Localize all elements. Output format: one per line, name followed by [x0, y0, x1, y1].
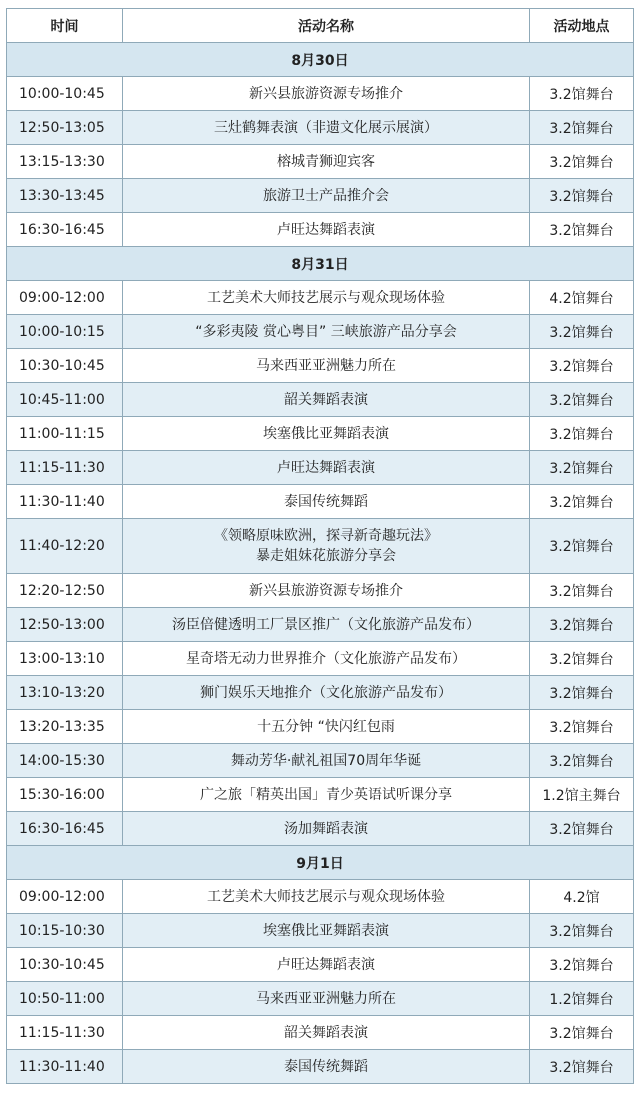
event-place: 3.2馆舞台 — [530, 349, 634, 383]
event-time: 10:50-11:00 — [7, 982, 123, 1016]
event-name — [123, 77, 530, 111]
event-name — [123, 213, 530, 247]
event-name — [123, 417, 530, 451]
event-name-line: 广之旅「精英出国」青少英语试听课分享 — [200, 786, 452, 803]
schedule-table — [6, 8, 634, 1084]
table-row — [7, 948, 634, 982]
event-place: 3.2馆舞台 — [530, 574, 634, 608]
event-time: 14:00-15:30 — [7, 744, 123, 778]
event-name-line: 新兴县旅游资源专场推介 — [249, 85, 403, 102]
header-time: 时间 — [7, 9, 123, 43]
table-row — [7, 383, 634, 417]
event-time: 13:20-13:35 — [7, 710, 123, 744]
event-name-line: 泰国传统舞蹈 — [284, 1058, 368, 1075]
event-name — [123, 948, 530, 982]
event-name-line: 埃塞俄比亚舞蹈表演 — [263, 425, 389, 442]
event-name — [123, 778, 530, 812]
event-name-line: 旅游卫士产品推介会 — [263, 187, 389, 204]
event-name-line: 新兴县旅游资源专场推介 — [249, 582, 403, 599]
event-time: 11:30-11:40 — [7, 485, 123, 519]
event-time: 11:30-11:40 — [7, 1050, 123, 1084]
table-row — [7, 179, 634, 213]
table-row — [7, 519, 634, 574]
event-name-line: 埃塞俄比亚舞蹈表演 — [263, 922, 389, 939]
event-place: 3.2馆舞台 — [530, 315, 634, 349]
event-name-line: 《领略原味欧洲，探寻新奇趣玩法》 — [214, 528, 438, 544]
event-name — [123, 1016, 530, 1050]
event-time: 09:00-12:00 — [7, 281, 123, 315]
event-time: 10:30-10:45 — [7, 948, 123, 982]
event-time: 11:00-11:15 — [7, 417, 123, 451]
event-name — [123, 519, 530, 574]
event-place: 1.2馆主舞台 — [530, 778, 634, 812]
event-name — [123, 485, 530, 519]
event-name — [123, 281, 530, 315]
event-name — [123, 179, 530, 213]
event-name — [123, 880, 530, 914]
header-row — [7, 9, 634, 43]
event-place: 3.2馆舞台 — [530, 179, 634, 213]
event-place: 3.2馆舞台 — [530, 608, 634, 642]
day-header-row — [7, 846, 634, 880]
event-place: 3.2馆舞台 — [530, 485, 634, 519]
table-row — [7, 880, 634, 914]
table-row — [7, 315, 634, 349]
event-place: 3.2馆舞台 — [530, 383, 634, 417]
table-row — [7, 417, 634, 451]
event-time: 16:30-16:45 — [7, 213, 123, 247]
event-name — [123, 608, 530, 642]
event-place: 3.2馆舞台 — [530, 1050, 634, 1084]
event-time: 13:15-13:30 — [7, 145, 123, 179]
table-row — [7, 914, 634, 948]
event-name-line: 卢旺达舞蹈表演 — [277, 956, 375, 973]
event-time: 13:30-13:45 — [7, 179, 123, 213]
event-time: 10:45-11:00 — [7, 383, 123, 417]
event-name — [123, 349, 530, 383]
event-time: 16:30-16:45 — [7, 812, 123, 846]
event-name — [123, 315, 530, 349]
event-time: 12:50-13:00 — [7, 608, 123, 642]
table-row — [7, 451, 634, 485]
event-name-line: 卢旺达舞蹈表演 — [277, 459, 375, 476]
event-name — [123, 574, 530, 608]
table-row — [7, 1050, 634, 1084]
event-name-line: 汤加舞蹈表演 — [284, 820, 368, 837]
day-header-row — [7, 247, 634, 281]
event-time: 12:20-12:50 — [7, 574, 123, 608]
event-name — [123, 642, 530, 676]
event-place: 1.2馆舞台 — [530, 982, 634, 1016]
event-name — [123, 744, 530, 778]
event-name-line: 舞动芳华·献礼祖国70周年华诞 — [230, 752, 422, 769]
event-place: 3.2馆舞台 — [530, 417, 634, 451]
event-name-line: 泰国传统舞蹈 — [284, 493, 368, 510]
event-name — [123, 111, 530, 145]
event-name-line: 暴走姐妹花旅游分享会 — [256, 548, 396, 564]
event-name-line: 马来西亚亚洲魅力所在 — [256, 990, 396, 1007]
table-row — [7, 281, 634, 315]
header-place: 活动地点 — [530, 9, 634, 43]
event-name — [123, 383, 530, 417]
table-row — [7, 77, 634, 111]
table-row — [7, 676, 634, 710]
event-name-line: 狮门娱乐天地推介（文化旅游产品发布） — [200, 684, 452, 701]
event-time: 13:00-13:10 — [7, 642, 123, 676]
table-row — [7, 710, 634, 744]
table-row — [7, 778, 634, 812]
event-name-line: 马来西亚亚洲魅力所在 — [256, 357, 396, 374]
event-name — [123, 1050, 530, 1084]
table-row — [7, 812, 634, 846]
day-date: 8月31日 — [7, 247, 634, 281]
event-time: 10:00-10:45 — [7, 77, 123, 111]
event-name — [123, 710, 530, 744]
event-place: 3.2馆舞台 — [530, 642, 634, 676]
event-name-line: “多彩夷陵 赏心粤目” 三峡旅游产品分享会 — [195, 323, 457, 340]
event-place: 3.2馆舞台 — [530, 111, 634, 145]
event-place: 3.2馆舞台 — [530, 948, 634, 982]
table-row — [7, 642, 634, 676]
event-name — [123, 812, 530, 846]
table-row — [7, 111, 634, 145]
event-place: 4.2馆舞台 — [530, 281, 634, 315]
event-time: 11:15-11:30 — [7, 451, 123, 485]
event-time: 12:50-13:05 — [7, 111, 123, 145]
event-name — [123, 145, 530, 179]
event-name — [123, 982, 530, 1016]
event-name-line: 工艺美术大师技艺展示与观众现场体验 — [207, 289, 445, 306]
event-place: 3.2馆舞台 — [530, 744, 634, 778]
event-place: 3.2馆舞台 — [530, 710, 634, 744]
event-place: 3.2馆舞台 — [530, 451, 634, 485]
event-place: 3.2馆舞台 — [530, 676, 634, 710]
table-row — [7, 982, 634, 1016]
event-time: 15:30-16:00 — [7, 778, 123, 812]
day-header-row — [7, 43, 634, 77]
table-row — [7, 608, 634, 642]
event-time: 10:00-10:15 — [7, 315, 123, 349]
day-date: 8月30日 — [7, 43, 634, 77]
event-place: 3.2馆舞台 — [530, 519, 634, 574]
event-name-line: 星奇塔无动力世界推介（文化旅游产品发布） — [186, 650, 466, 667]
event-name-line: 榕城青狮迎宾客 — [277, 153, 375, 170]
table-row — [7, 1016, 634, 1050]
event-time: 10:30-10:45 — [7, 349, 123, 383]
event-name-line: 十五分钟 “快闪红包雨 — [257, 718, 395, 735]
table-row — [7, 485, 634, 519]
table-row — [7, 213, 634, 247]
event-place: 3.2馆舞台 — [530, 77, 634, 111]
header-name: 活动名称 — [123, 9, 530, 43]
table-row — [7, 145, 634, 179]
table-row — [7, 744, 634, 778]
event-name — [123, 914, 530, 948]
event-time: 10:15-10:30 — [7, 914, 123, 948]
event-time: 11:15-11:30 — [7, 1016, 123, 1050]
event-place: 3.2馆舞台 — [530, 914, 634, 948]
table-row — [7, 349, 634, 383]
event-name-line: 卢旺达舞蹈表演 — [277, 221, 375, 238]
event-time: 09:00-12:00 — [7, 880, 123, 914]
event-place: 3.2馆舞台 — [530, 812, 634, 846]
event-name-line: 工艺美术大师技艺展示与观众现场体验 — [207, 888, 445, 905]
event-place: 4.2馆 — [530, 880, 634, 914]
event-name-line: 三灶鹤舞表演（非遗文化展示展演） — [214, 119, 438, 136]
event-place: 3.2馆舞台 — [530, 1016, 634, 1050]
table-row — [7, 574, 634, 608]
event-place: 3.2馆舞台 — [530, 145, 634, 179]
day-date: 9月1日 — [7, 846, 634, 880]
schedule-body — [7, 43, 634, 1084]
event-name-line: 汤臣倍健透明工厂景区推广（文化旅游产品发布） — [172, 616, 480, 633]
event-time: 13:10-13:20 — [7, 676, 123, 710]
event-time: 11:40-12:20 — [7, 519, 123, 574]
event-name-line: 韶关舞蹈表演 — [284, 391, 368, 408]
event-place: 3.2馆舞台 — [530, 213, 634, 247]
event-name — [123, 676, 530, 710]
event-name — [123, 451, 530, 485]
event-name-line: 韶关舞蹈表演 — [284, 1024, 368, 1041]
